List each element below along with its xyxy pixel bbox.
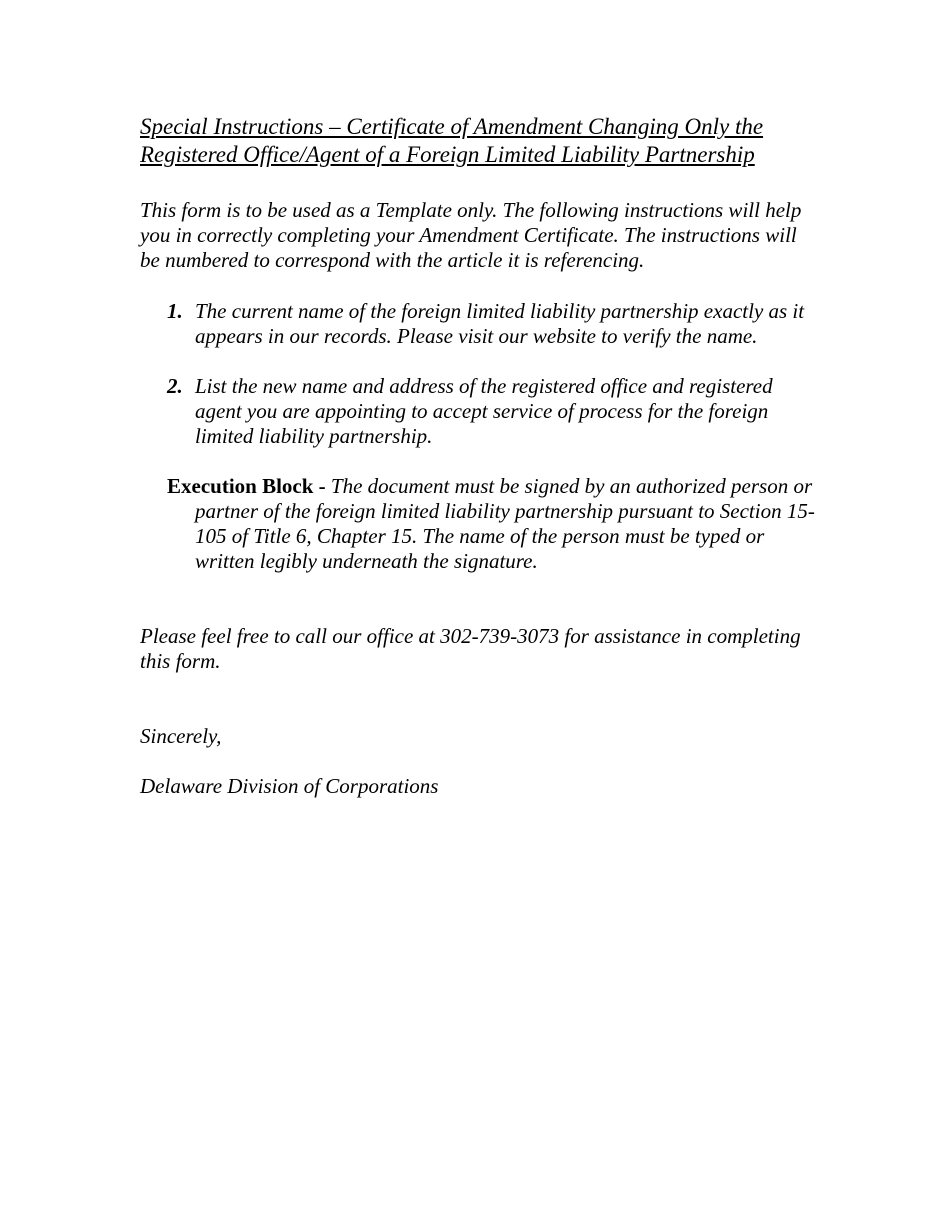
instruction-text-2: List the new name and address of the registered office and registered agent you are appointing to accept service of process for the foreign limited liability partnership. [195, 374, 773, 448]
assistance-paragraph: Please feel free to call our office at 302-739-3073 for assistance in completing this form. [140, 624, 801, 673]
intro-paragraph: This form is to be used as a Template only. The following instructions will help you in correctly completing your Amendment Certificate. The instructions will be numbered to correspond with the article it is referencing. [140, 198, 802, 272]
instruction-list [140, 299, 820, 574]
instruction-text-1: The current name of the foreign limited liability partnership exactly as it appears in our records. Please visit our website to verify the name. [195, 299, 805, 348]
closing-salutation: Sincerely, [140, 724, 222, 748]
instruction-number-2: 2. [167, 374, 183, 398]
document-title: Special Instructions – Certificate of Amendment Changing Only the Registered Office/Agent of a Foreign Limited Liability Partnership [140, 114, 764, 167]
execution-block-text: The document must be signed by an authorized person or partner of the foreign limited liability partnership pursuant to Section 15-105 of Title 6, Chapter 15. The name of the person must be typed or written legibly underneath the signature. [195, 474, 815, 573]
instruction-number-1: 1. [167, 299, 183, 323]
instruction-item-2 [140, 374, 820, 449]
signature-organization: Delaware Division of Corporations [140, 774, 439, 798]
instruction-item-1 [140, 299, 820, 349]
execution-block-label: Execution Block - [167, 474, 326, 498]
execution-block [140, 474, 820, 574]
document-page [140, 113, 820, 799]
